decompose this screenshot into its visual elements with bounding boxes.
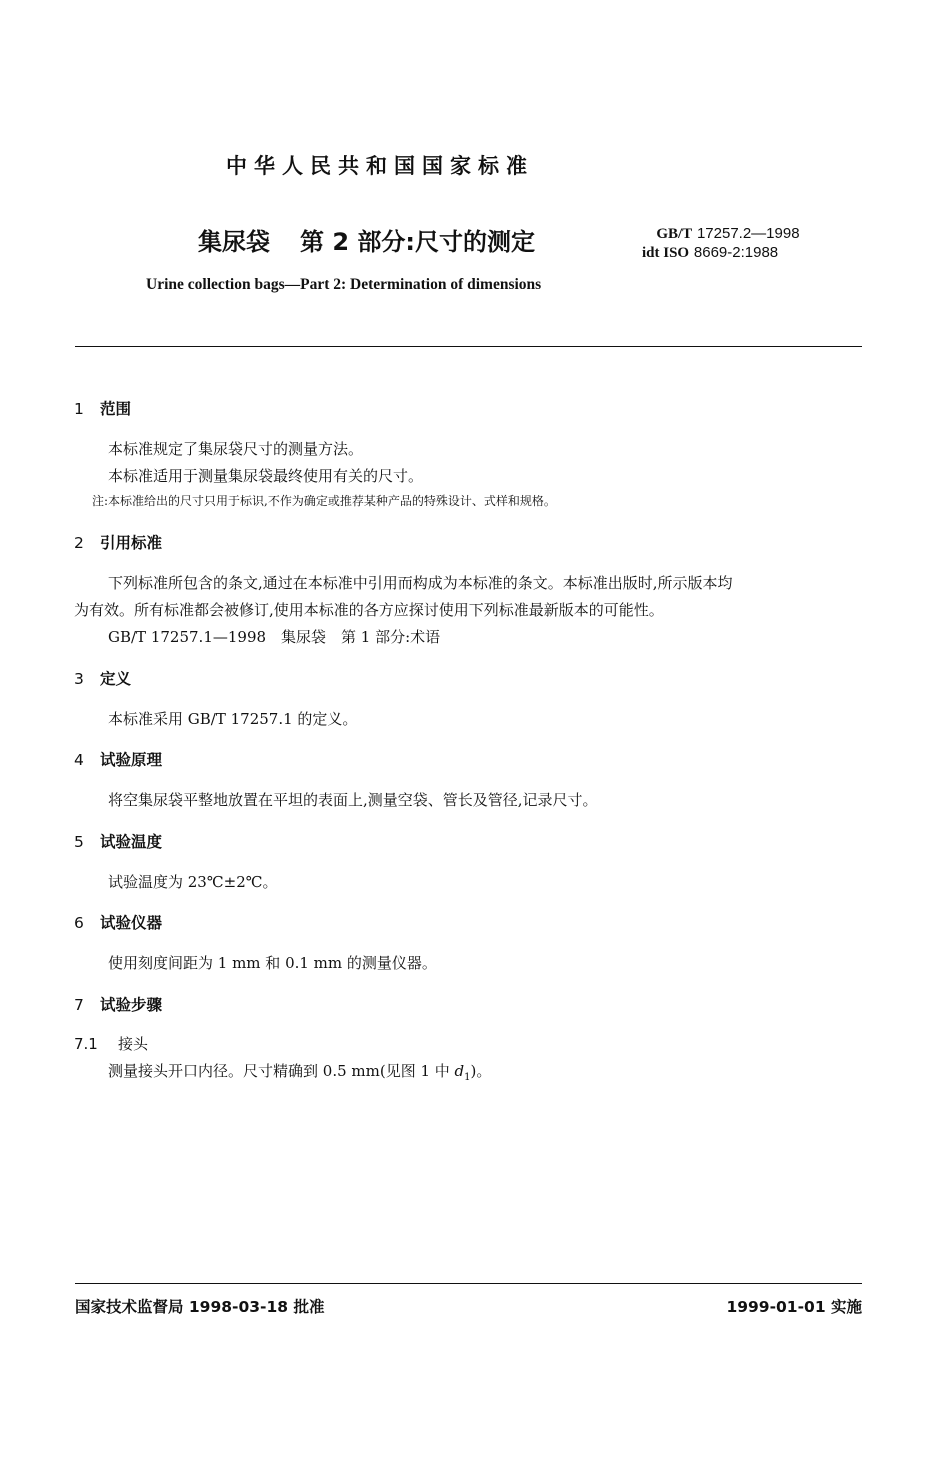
document-title-cn bbox=[198, 222, 535, 257]
subsection-number: 7.1 bbox=[74, 1035, 98, 1053]
section-4-heading bbox=[74, 748, 162, 770]
title-cn-part1: 集尿袋 bbox=[198, 228, 270, 256]
section-number: 6 bbox=[74, 914, 84, 932]
section-title: 试验步骤 bbox=[100, 996, 163, 1014]
title-cn-part2: 第 2 部分:尺寸的测定 bbox=[300, 228, 536, 256]
section-number: 7 bbox=[74, 996, 84, 1014]
document-title-en: Urine collection bags—Part 2: Determination of dimensions bbox=[146, 276, 542, 293]
section-title: 试验原理 bbox=[100, 751, 163, 769]
section-6-heading bbox=[74, 911, 162, 933]
dimension-symbol-subscript: 1 bbox=[464, 1072, 471, 1083]
section-number: 1 bbox=[74, 400, 84, 418]
note: 注:本标准给出的尺寸只用于标识,不作为确定或推荐某种产品的特殊设计、式样和规格。 bbox=[92, 494, 556, 508]
reference-item: GB/T 17257.1—1998 集尿袋 第 1 部分:术语 bbox=[108, 628, 441, 646]
section-number: 4 bbox=[74, 751, 84, 769]
paragraph: 试验温度为 23℃±2℃。 bbox=[108, 873, 278, 891]
section-1-heading bbox=[74, 397, 131, 419]
section-number: 3 bbox=[74, 670, 84, 688]
standard-number-block bbox=[642, 224, 800, 262]
paragraph: 使用刻度间距为 1 mm 和 0.1 mm 的测量仪器。 bbox=[108, 954, 437, 972]
dimension-symbol bbox=[454, 1062, 471, 1083]
header-divider bbox=[75, 346, 862, 347]
footer-divider bbox=[75, 1283, 862, 1284]
paragraph: 本标准采用 GB/T 17257.1 的定义。 bbox=[108, 710, 358, 728]
section-5-heading bbox=[74, 830, 162, 852]
paragraph: 下列标准所包含的条文,通过在本标准中引用而构成为本标准的条文。本标准出版时,所示版本均 bbox=[108, 574, 733, 592]
idt-prefix: idt ISO bbox=[642, 245, 690, 261]
paragraph: 将空集尿袋平整地放置在平坦的表面上,测量空袋、管长及管径,记录尺寸。 bbox=[108, 791, 598, 809]
section-title: 引用标准 bbox=[100, 534, 163, 552]
section-title: 范围 bbox=[100, 400, 132, 418]
effective-date: 1999-01-01 实施 bbox=[726, 1298, 862, 1316]
section-3-heading bbox=[74, 667, 131, 689]
paragraph: 本标准规定了集尿袋尺寸的测量方法。 bbox=[108, 440, 364, 458]
std-prefix: GB/T bbox=[656, 226, 693, 242]
dimension-symbol-letter: d bbox=[454, 1062, 465, 1080]
subsection-title: 接头 bbox=[118, 1035, 149, 1053]
paragraph: 为有效。所有标准都会被修订,使用本标准的各方应探讨使用下列标准最新版本的可能性。 bbox=[74, 601, 664, 619]
std-number: 17257.2—1998 bbox=[696, 225, 800, 242]
section-title: 试验仪器 bbox=[100, 914, 163, 932]
section-title: 试验温度 bbox=[100, 833, 163, 851]
paragraph-text-end: )。 bbox=[470, 1062, 492, 1080]
section-number: 2 bbox=[74, 534, 84, 552]
subsection-7-1-heading bbox=[74, 1033, 148, 1054]
national-standard-heading: 中华人民共和国国家标准 bbox=[226, 154, 534, 178]
section-7-heading bbox=[74, 993, 162, 1015]
section-title: 定义 bbox=[100, 670, 132, 688]
idt-number: 8669-2:1988 bbox=[693, 244, 779, 261]
paragraph-text: 测量接头开口内径。尺寸精确到 0.5 mm(见图 1 中 bbox=[108, 1062, 455, 1080]
approval-date: 国家技术监督局 1998-03-18 批准 bbox=[75, 1298, 325, 1316]
paragraph: 本标准适用于测量集尿袋最终使用有关的尺寸。 bbox=[108, 467, 424, 485]
paragraph bbox=[108, 1060, 491, 1083]
section-2-heading bbox=[74, 531, 162, 553]
section-number: 5 bbox=[74, 833, 84, 851]
